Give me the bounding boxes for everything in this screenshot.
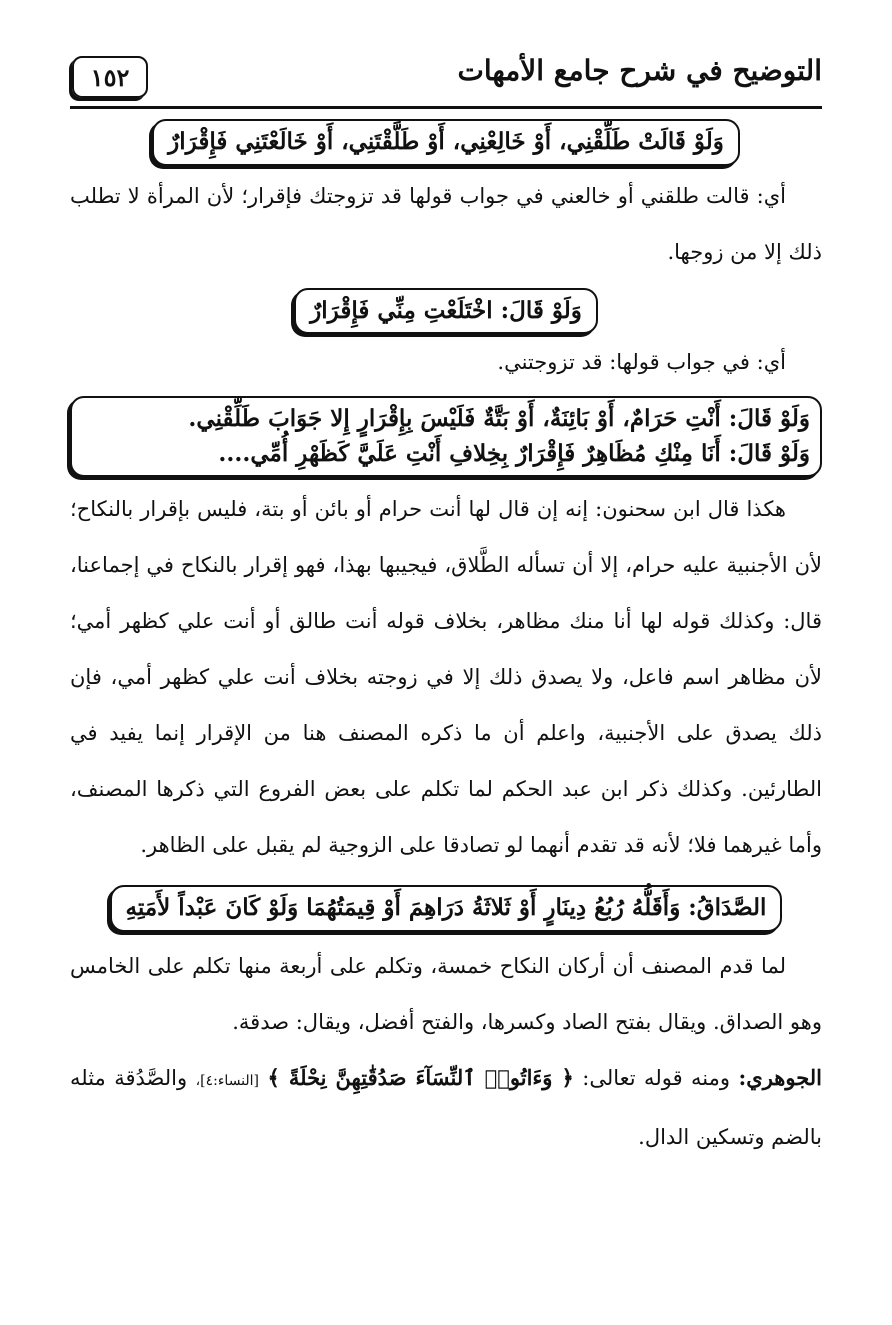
matn-line: وَلَوْ قَالَ: أَنَا مِنْكِ مُظَاهِرٌ فَإِقْرَارٌ بِخِلافِ أَنْتِ عَلَيَّ كَظَهْرِ أُمِّي.... <box>218 439 810 467</box>
page-header <box>70 50 822 109</box>
sharh-text: والصَّدُقة مثله بالضم وتسكين الدال. <box>70 1065 822 1149</box>
sharh-paragraph-2: أي: في جواب قولها: قد تزوجتني. <box>497 350 786 374</box>
book-title: التوضيح في شرح جامع الأمهات <box>457 54 822 87</box>
quran-verse: ﴿ وَءَاتُوا۟ ٱلنِّسَآءَ صَدُقَٰتِهِنَّ نِحْلَةً ﴾ <box>267 1064 574 1090</box>
matn-box-1 <box>152 119 740 166</box>
matn-line: وَلَوْ قَالَ: أَنْتِ حَرَامٌ، أَوْ بَائِنَةٌ، أَوْ بَتَّةٌ فَلَيْسَ بِإِقْرَارٍ إِلا جَوَابَ طَلِّقْنِي. <box>188 405 810 432</box>
matn-box-2 <box>294 288 598 335</box>
matn-text: الصَّدَاقُ: وَأَقَلُّهُ رُبُعُ دِينَارٍ أَوْ ثَلاثَةُ دَرَاهِمَ أَوْ قِيمَتُهُمَا وَلَوْ كَانَ عَبْداً لأَمَتِهِ <box>125 894 767 921</box>
verse-reference: [النساء:٤]، <box>195 1072 260 1089</box>
matn-text: وَلَوْ قَالَتْ طَلِّقْنِي، أَوْ خَالِعْنِي، أَوْ طَلَّقْتَنِي، أَوْ خَالَعْتَنِي فَإِقْرَارٌ <box>168 128 724 155</box>
page <box>70 50 822 1165</box>
sharh-text: ومنه قوله تعالى: <box>582 1065 731 1090</box>
sharh-paragraph-3: هكذا قال ابن سحنون: إنه إن قال لها أنت حرام أو بائن أو بتة، فليس بإقرار بالنكاح؛ لأن الأجنبية عليه حرام، إلا أن تسأله الطَّلاق، فيجيبها بهذا، فهو إقرار بالنكاح في إجماعنا، قال: وكذلك قوله لها أنا منك مظاهر، بخلاف قوله أنت طالق أو أنت علي كظهر أمي؛ لأن مظاهر اسم فاعل، ولا يصدق ذلك إلا في زوجته بخلاف أنت علي كظهر أمي، فإن ذلك يصدق على الأجنبية، واعلم أن ما ذكره المصنف هنا من الإقرار إنما يفيد في الطارئين. وكذلك ذكر ابن عبد الحكم لما تكلم على بعض الفروع التي ذكرها المصنف، وأما غيرهما فلا؛ لأنه قد تقدم أنهما لو تصادقا على الزوجية لم يقبل على الظاهر. <box>70 497 822 857</box>
matn-box-3 <box>70 396 822 477</box>
matn-text: وَلَوْ قَالَ: اخْتَلَعْتِ مِنِّي فَإِقْرَارٌ <box>310 296 582 324</box>
matn-box-4 <box>110 885 783 932</box>
sharh-paragraph-1: أي: قالت طلقني أو خالعني في جواب قولها قد تزوجتك فإقرار؛ لأن المرأة لا تطلب ذلك إلا من زوجها. <box>70 183 822 264</box>
page-number: ١٥٢ <box>72 56 148 98</box>
source-label: الجوهري: <box>738 1064 822 1090</box>
sharh-paragraph-5 <box>70 1050 822 1165</box>
sharh-paragraph-4: لما قدم المصنف أن أركان النكاح خمسة، وتكلم على أربعة منها تكلم على الخامس وهو الصداق. ويقال بفتح الصاد وكسرها، والفتح أفضل، ويقال: صدقة. <box>70 953 822 1034</box>
